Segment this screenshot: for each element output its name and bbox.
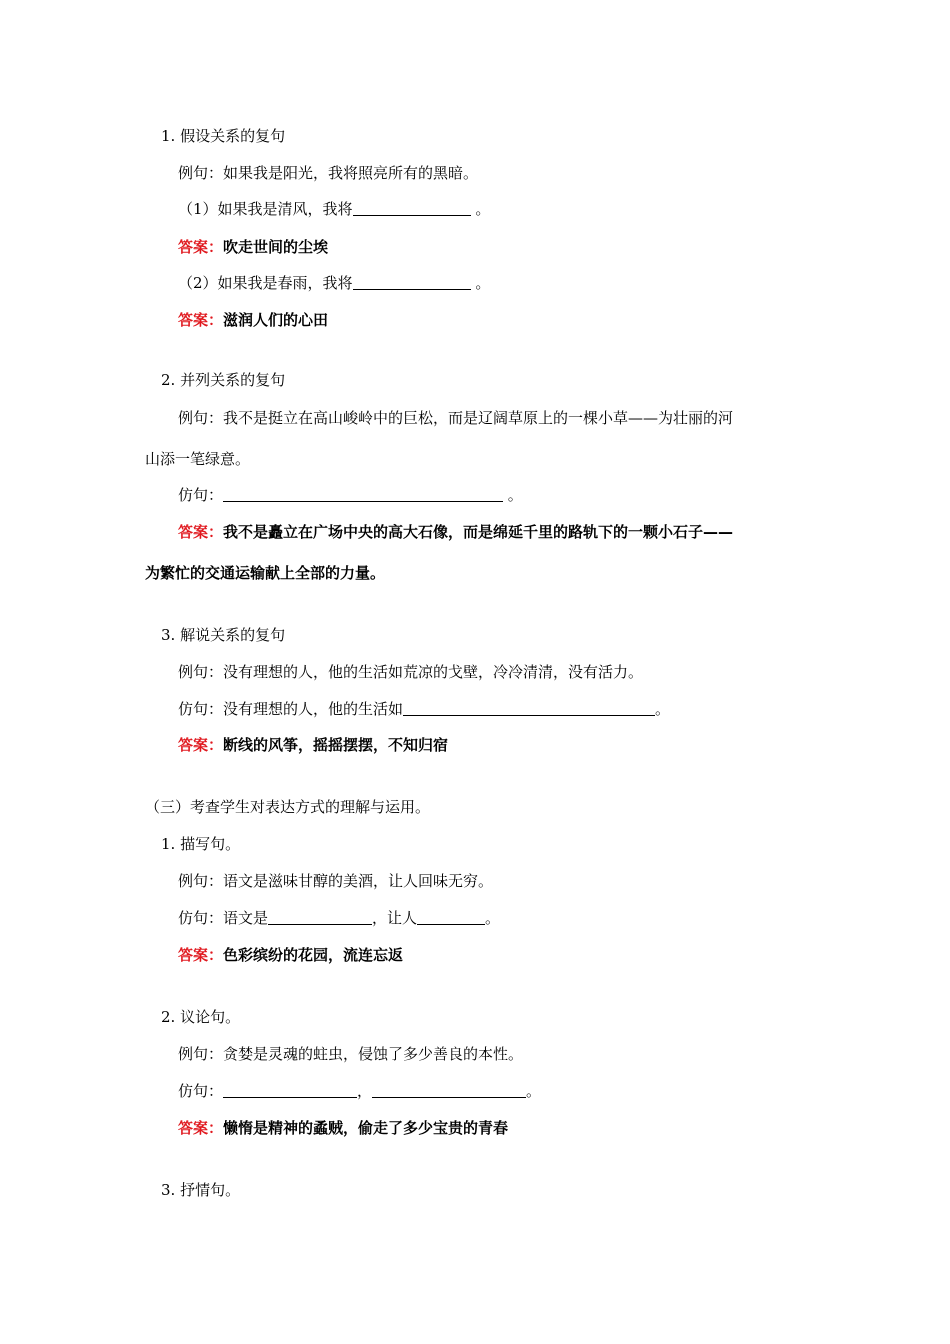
section-heading: 1. 假设关系的复句 <box>161 127 286 145</box>
example-sentence: 例句：语文是滋味甘醇的美酒，让人回味无穷。 <box>178 872 494 890</box>
section-heading: 3. 解说关系的复句 <box>161 626 286 644</box>
imitation-label: 仿句：语文是 <box>178 909 269 927</box>
answer-blank <box>403 700 655 716</box>
imitation-end: 。 <box>503 486 523 504</box>
imitation-label: 仿句：没有理想的人，他的生活如 <box>178 700 404 718</box>
answer-line <box>178 310 328 330</box>
question-text: （1）如果我是清风，我将 <box>178 200 353 218</box>
question-end: 。 <box>470 274 491 292</box>
section-heading: 2. 议论句。 <box>161 1008 241 1026</box>
imitation-line <box>178 485 523 505</box>
example-sentence: 例句：我不是挺立在高山峻岭中的巨松，而是辽阔草原上的一棵小草——为壮丽的河 <box>178 409 734 427</box>
imitation-label: 仿句： <box>178 1082 224 1100</box>
answer-text: 为繁忙的交通运输献上全部的力量。 <box>145 564 386 582</box>
imitation-label: 仿句： <box>178 486 224 504</box>
section-heading: 3. 抒情句。 <box>161 1181 241 1199</box>
answer-label: 答案： <box>178 946 224 964</box>
question-end: 。 <box>470 200 491 218</box>
answer-blank <box>223 1082 357 1098</box>
answer-line <box>178 237 328 257</box>
question-line <box>178 199 490 219</box>
answer-text: 吹走世间的尘埃 <box>223 238 329 256</box>
imitation-end: 。 <box>485 909 501 927</box>
answer-text: 色彩缤纷的花园，流连忘返 <box>223 946 404 964</box>
answer-text: 断线的风筝，摇摇摆摆，不知归宿 <box>223 736 449 754</box>
answer-label: 答案： <box>178 523 224 541</box>
answer-text: 懒惰是精神的蟊贼，偷走了多少宝贵的青春 <box>223 1119 509 1137</box>
answer-line <box>178 945 403 965</box>
imitation-line <box>178 699 670 719</box>
answer-blank <box>372 1082 526 1098</box>
answer-label: 答案： <box>178 1119 224 1137</box>
answer-blank <box>268 909 372 925</box>
answer-label: 答案： <box>178 736 224 754</box>
answer-label: 答案： <box>178 311 224 329</box>
section-heading: 2. 并列关系的复句 <box>161 371 286 389</box>
imitation-mid: ，让人 <box>372 909 418 927</box>
imitation-end: 。 <box>526 1082 542 1100</box>
answer-text: 我不是矗立在广场中央的高大石像，而是绵延千里的路轨下的一颗小石子—— <box>223 523 734 541</box>
imitation-line <box>178 1081 541 1101</box>
example-sentence: 例句：没有理想的人，他的生活如荒凉的戈壁，冷冷清清，没有活力。 <box>178 663 644 681</box>
answer-blank <box>353 274 471 290</box>
answer-line <box>178 522 733 542</box>
part-heading: （三）考查学生对表达方式的理解与运用。 <box>145 798 431 816</box>
question-line <box>178 273 490 293</box>
answer-blank <box>223 486 503 502</box>
imitation-mid: ， <box>357 1082 373 1100</box>
example-sentence-cont: 山添一笔绿意。 <box>145 450 251 468</box>
answer-line <box>178 1118 508 1138</box>
answer-text: 滋润人们的心田 <box>223 311 329 329</box>
answer-label: 答案： <box>178 238 224 256</box>
answer-blank <box>417 909 485 925</box>
example-sentence: 例句：贪婪是灵魂的蛀虫，侵蚀了多少善良的本性。 <box>178 1045 524 1063</box>
imitation-line <box>178 908 500 928</box>
question-text: （2）如果我是春雨，我将 <box>178 274 353 292</box>
section-heading: 1. 描写句。 <box>161 835 241 853</box>
answer-line-cont <box>145 563 385 583</box>
imitation-end: 。 <box>655 700 671 718</box>
answer-blank <box>353 200 471 216</box>
answer-line <box>178 735 448 755</box>
example-sentence: 例句：如果我是阳光，我将照亮所有的黑暗。 <box>178 164 479 182</box>
